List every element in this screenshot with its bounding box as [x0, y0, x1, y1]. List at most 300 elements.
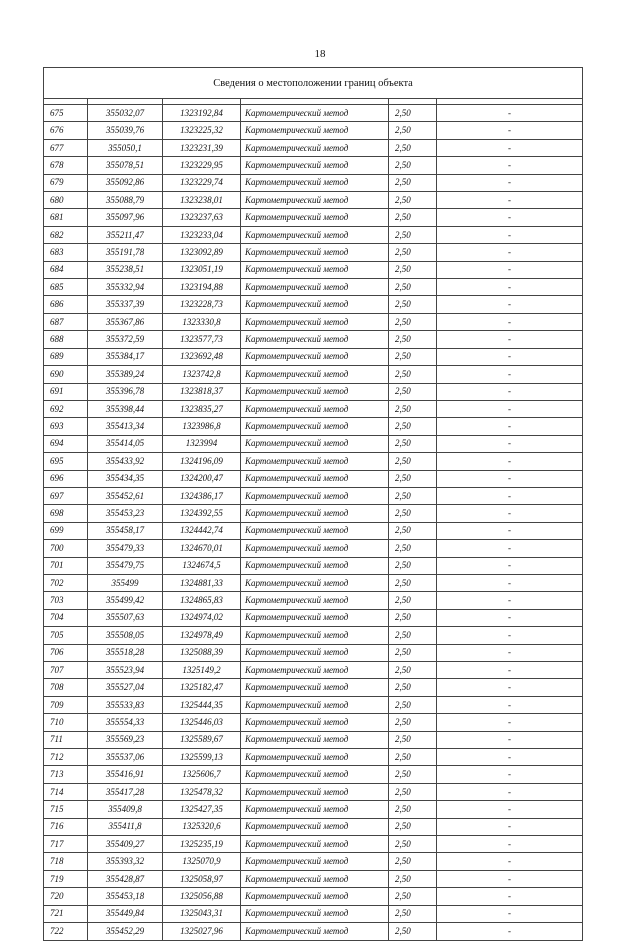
- table-row: [44, 853, 583, 870]
- point-number-cell: 703: [44, 592, 88, 609]
- x-coordinate-cell: 355039,76: [88, 122, 163, 139]
- y-coordinate-cell: 1324200,47: [163, 470, 241, 487]
- x-coordinate-cell: 355191,78: [88, 244, 163, 261]
- description-cell: -: [437, 505, 583, 522]
- y-coordinate-cell: 1323818,37: [163, 383, 241, 400]
- point-number-cell: 702: [44, 574, 88, 591]
- y-coordinate-cell: 1325235,19: [163, 836, 241, 853]
- y-coordinate-cell: 1323228,73: [163, 296, 241, 313]
- accuracy-cell: 2,50: [389, 296, 437, 313]
- x-coordinate-cell: 355508,05: [88, 627, 163, 644]
- method-cell: Картометрический метод: [241, 557, 389, 574]
- method-cell: Картометрический метод: [241, 192, 389, 209]
- y-coordinate-cell: 1323742,8: [163, 366, 241, 383]
- description-cell: -: [437, 783, 583, 800]
- y-coordinate-cell: 1325446,03: [163, 714, 241, 731]
- table-row: [44, 540, 583, 557]
- description-cell: -: [437, 192, 583, 209]
- method-cell: Картометрический метод: [241, 400, 389, 417]
- table-row: [44, 296, 583, 313]
- description-cell: -: [437, 905, 583, 922]
- x-coordinate-cell: 355238,51: [88, 261, 163, 278]
- point-number-cell: 695: [44, 453, 88, 470]
- description-cell: -: [437, 609, 583, 626]
- y-coordinate-cell: 1324865,83: [163, 592, 241, 609]
- method-cell: Картометрический метод: [241, 574, 389, 591]
- method-cell: Картометрический метод: [241, 261, 389, 278]
- accuracy-cell: 2,50: [389, 818, 437, 835]
- point-number-cell: 686: [44, 296, 88, 313]
- method-cell: Картометрический метод: [241, 540, 389, 557]
- table-row: [44, 105, 583, 122]
- description-cell: -: [437, 435, 583, 452]
- description-cell: -: [437, 244, 583, 261]
- y-coordinate-cell: 1323092,89: [163, 244, 241, 261]
- accuracy-cell: 2,50: [389, 157, 437, 174]
- table-row: [44, 487, 583, 504]
- description-cell: -: [437, 749, 583, 766]
- point-number-cell: 719: [44, 870, 88, 887]
- method-cell: Картометрический метод: [241, 313, 389, 330]
- point-number-cell: 676: [44, 122, 88, 139]
- method-cell: Картометрический метод: [241, 226, 389, 243]
- point-number-cell: 712: [44, 749, 88, 766]
- table-row: [44, 783, 583, 800]
- description-cell: -: [437, 157, 583, 174]
- description-cell: -: [437, 679, 583, 696]
- accuracy-cell: 2,50: [389, 105, 437, 122]
- accuracy-cell: 2,50: [389, 731, 437, 748]
- table-row: [44, 453, 583, 470]
- point-number-cell: 684: [44, 261, 88, 278]
- point-number-cell: 716: [44, 818, 88, 835]
- point-number-cell: 685: [44, 279, 88, 296]
- y-coordinate-cell: 1324196,09: [163, 453, 241, 470]
- x-coordinate-cell: 355479,33: [88, 540, 163, 557]
- point-number-cell: 677: [44, 139, 88, 156]
- y-coordinate-cell: 1323192,84: [163, 105, 241, 122]
- x-coordinate-cell: 355389,24: [88, 366, 163, 383]
- table-row: [44, 244, 583, 261]
- accuracy-cell: 2,50: [389, 540, 437, 557]
- y-coordinate-cell: 1325058,97: [163, 870, 241, 887]
- y-coordinate-cell: 1324974,02: [163, 609, 241, 626]
- method-cell: Картометрический метод: [241, 366, 389, 383]
- x-coordinate-cell: 355078,51: [88, 157, 163, 174]
- point-number-cell: 697: [44, 487, 88, 504]
- accuracy-cell: 2,50: [389, 226, 437, 243]
- x-coordinate-cell: 355458,17: [88, 522, 163, 539]
- accuracy-cell: 2,50: [389, 331, 437, 348]
- x-coordinate-cell: 355499: [88, 574, 163, 591]
- accuracy-cell: 2,50: [389, 192, 437, 209]
- table-row: [44, 557, 583, 574]
- table-row: [44, 174, 583, 191]
- accuracy-cell: 2,50: [389, 139, 437, 156]
- y-coordinate-cell: 1323194,88: [163, 279, 241, 296]
- accuracy-cell: 2,50: [389, 609, 437, 626]
- accuracy-cell: 2,50: [389, 627, 437, 644]
- table-row: [44, 749, 583, 766]
- method-cell: Картометрический метод: [241, 749, 389, 766]
- method-cell: Картометрический метод: [241, 435, 389, 452]
- accuracy-cell: 2,50: [389, 174, 437, 191]
- y-coordinate-cell: 1324386,17: [163, 487, 241, 504]
- point-number-cell: 721: [44, 905, 88, 922]
- x-coordinate-cell: 355416,91: [88, 766, 163, 783]
- accuracy-cell: 2,50: [389, 348, 437, 365]
- table-title: Сведения о местоположении границ объекта: [44, 68, 583, 99]
- description-cell: -: [437, 644, 583, 661]
- y-coordinate-cell: 1324670,01: [163, 540, 241, 557]
- method-cell: Картометрический метод: [241, 157, 389, 174]
- y-coordinate-cell: 1324442,74: [163, 522, 241, 539]
- accuracy-cell: 2,50: [389, 870, 437, 887]
- method-cell: Картометрический метод: [241, 644, 389, 661]
- y-coordinate-cell: 1324881,33: [163, 574, 241, 591]
- x-coordinate-cell: 355452,61: [88, 487, 163, 504]
- description-cell: -: [437, 139, 583, 156]
- y-coordinate-cell: 1325427,35: [163, 801, 241, 818]
- x-coordinate-cell: 355396,78: [88, 383, 163, 400]
- method-cell: Картометрический метод: [241, 383, 389, 400]
- description-cell: -: [437, 557, 583, 574]
- point-number-cell: 682: [44, 226, 88, 243]
- description-cell: -: [437, 487, 583, 504]
- method-cell: Картометрический метод: [241, 331, 389, 348]
- description-cell: -: [437, 418, 583, 435]
- point-number-cell: 707: [44, 662, 88, 679]
- point-number-cell: 675: [44, 105, 88, 122]
- table-row: [44, 192, 583, 209]
- x-coordinate-cell: 355393,32: [88, 853, 163, 870]
- method-cell: Картометрический метод: [241, 174, 389, 191]
- description-cell: -: [437, 540, 583, 557]
- description-cell: -: [437, 453, 583, 470]
- description-cell: -: [437, 209, 583, 226]
- accuracy-cell: 2,50: [389, 505, 437, 522]
- method-cell: Картометрический метод: [241, 139, 389, 156]
- accuracy-cell: 2,50: [389, 714, 437, 731]
- method-cell: Картометрический метод: [241, 470, 389, 487]
- description-cell: -: [437, 383, 583, 400]
- y-coordinate-cell: 1325149,2: [163, 662, 241, 679]
- point-number-cell: 681: [44, 209, 88, 226]
- x-coordinate-cell: 355332,94: [88, 279, 163, 296]
- accuracy-cell: 2,50: [389, 313, 437, 330]
- table-row: [44, 279, 583, 296]
- boundary-coordinates-table: [43, 67, 583, 941]
- point-number-cell: 704: [44, 609, 88, 626]
- y-coordinate-cell: 1325444,35: [163, 696, 241, 713]
- point-number-cell: 680: [44, 192, 88, 209]
- point-number-cell: 687: [44, 313, 88, 330]
- method-cell: Картометрический метод: [241, 766, 389, 783]
- table-row: [44, 644, 583, 661]
- point-number-cell: 705: [44, 627, 88, 644]
- method-cell: Картометрический метод: [241, 418, 389, 435]
- method-cell: Картометрический метод: [241, 522, 389, 539]
- accuracy-cell: 2,50: [389, 522, 437, 539]
- method-cell: Картометрический метод: [241, 679, 389, 696]
- method-cell: Картометрический метод: [241, 279, 389, 296]
- point-number-cell: 708: [44, 679, 88, 696]
- x-coordinate-cell: 355453,23: [88, 505, 163, 522]
- table-row: [44, 209, 583, 226]
- method-cell: Картометрический метод: [241, 870, 389, 887]
- accuracy-cell: 2,50: [389, 905, 437, 922]
- description-cell: -: [437, 574, 583, 591]
- table-row: [44, 627, 583, 644]
- accuracy-cell: 2,50: [389, 383, 437, 400]
- description-cell: -: [437, 870, 583, 887]
- description-cell: -: [437, 105, 583, 122]
- x-coordinate-cell: 355428,87: [88, 870, 163, 887]
- method-cell: Картометрический метод: [241, 923, 389, 940]
- y-coordinate-cell: 1325599,13: [163, 749, 241, 766]
- description-cell: -: [437, 923, 583, 940]
- point-number-cell: 714: [44, 783, 88, 800]
- x-coordinate-cell: 355088,79: [88, 192, 163, 209]
- accuracy-cell: 2,50: [389, 644, 437, 661]
- table-row: [44, 679, 583, 696]
- table-body: [44, 105, 583, 941]
- table-row: [44, 818, 583, 835]
- description-cell: -: [437, 331, 583, 348]
- y-coordinate-cell: 1325088,39: [163, 644, 241, 661]
- x-coordinate-cell: 355554,33: [88, 714, 163, 731]
- x-coordinate-cell: 355384,17: [88, 348, 163, 365]
- table-row: [44, 418, 583, 435]
- y-coordinate-cell: 1323237,63: [163, 209, 241, 226]
- x-coordinate-cell: 355453,18: [88, 888, 163, 905]
- y-coordinate-cell: 1323835,27: [163, 400, 241, 417]
- accuracy-cell: 2,50: [389, 749, 437, 766]
- method-cell: Картометрический метод: [241, 783, 389, 800]
- y-coordinate-cell: 1323986,8: [163, 418, 241, 435]
- table-row: [44, 731, 583, 748]
- accuracy-cell: 2,50: [389, 366, 437, 383]
- y-coordinate-cell: 1325027,96: [163, 923, 241, 940]
- point-number-cell: 710: [44, 714, 88, 731]
- y-coordinate-cell: 1323231,39: [163, 139, 241, 156]
- point-number-cell: 694: [44, 435, 88, 452]
- y-coordinate-cell: 1325320,6: [163, 818, 241, 835]
- description-cell: -: [437, 226, 583, 243]
- method-cell: Картометрический метод: [241, 853, 389, 870]
- y-coordinate-cell: 1324392,55: [163, 505, 241, 522]
- table-row: [44, 313, 583, 330]
- x-coordinate-cell: 355050,1: [88, 139, 163, 156]
- point-number-cell: 713: [44, 766, 88, 783]
- accuracy-cell: 2,50: [389, 122, 437, 139]
- x-coordinate-cell: 355398,44: [88, 400, 163, 417]
- description-cell: -: [437, 122, 583, 139]
- accuracy-cell: 2,50: [389, 592, 437, 609]
- x-coordinate-cell: 355569,23: [88, 731, 163, 748]
- table-row: [44, 696, 583, 713]
- x-coordinate-cell: 355479,75: [88, 557, 163, 574]
- x-coordinate-cell: 355433,92: [88, 453, 163, 470]
- accuracy-cell: 2,50: [389, 783, 437, 800]
- x-coordinate-cell: 355417,28: [88, 783, 163, 800]
- y-coordinate-cell: 1323994: [163, 435, 241, 452]
- method-cell: Картометрический метод: [241, 105, 389, 122]
- x-coordinate-cell: 355434,35: [88, 470, 163, 487]
- x-coordinate-cell: 355523,94: [88, 662, 163, 679]
- y-coordinate-cell: 1323692,48: [163, 348, 241, 365]
- method-cell: Картометрический метод: [241, 905, 389, 922]
- y-coordinate-cell: 1325606,7: [163, 766, 241, 783]
- table-row: [44, 714, 583, 731]
- method-cell: Картометрический метод: [241, 453, 389, 470]
- point-number-cell: 718: [44, 853, 88, 870]
- x-coordinate-cell: 355518,28: [88, 644, 163, 661]
- y-coordinate-cell: 1323229,74: [163, 174, 241, 191]
- method-cell: Картометрический метод: [241, 801, 389, 818]
- accuracy-cell: 2,50: [389, 418, 437, 435]
- x-coordinate-cell: 355414,05: [88, 435, 163, 452]
- accuracy-cell: 2,50: [389, 923, 437, 940]
- y-coordinate-cell: 1325478,32: [163, 783, 241, 800]
- accuracy-cell: 2,50: [389, 557, 437, 574]
- accuracy-cell: 2,50: [389, 696, 437, 713]
- point-number-cell: 683: [44, 244, 88, 261]
- x-coordinate-cell: 355449,84: [88, 905, 163, 922]
- table-row: [44, 348, 583, 365]
- point-number-cell: 692: [44, 400, 88, 417]
- method-cell: Картометрический метод: [241, 592, 389, 609]
- table-row: [44, 470, 583, 487]
- y-coordinate-cell: 1324978,49: [163, 627, 241, 644]
- x-coordinate-cell: 355411,8: [88, 818, 163, 835]
- method-cell: Картометрический метод: [241, 696, 389, 713]
- x-coordinate-cell: 355537,06: [88, 749, 163, 766]
- table-row: [44, 157, 583, 174]
- method-cell: Картометрический метод: [241, 731, 389, 748]
- description-cell: -: [437, 836, 583, 853]
- x-coordinate-cell: 355409,8: [88, 801, 163, 818]
- point-number-cell: 699: [44, 522, 88, 539]
- method-cell: Картометрический метод: [241, 122, 389, 139]
- table-row: [44, 261, 583, 278]
- x-coordinate-cell: 355507,63: [88, 609, 163, 626]
- method-cell: Картометрический метод: [241, 505, 389, 522]
- description-cell: -: [437, 818, 583, 835]
- table-row: [44, 870, 583, 887]
- y-coordinate-cell: 1325182,47: [163, 679, 241, 696]
- accuracy-cell: 2,50: [389, 888, 437, 905]
- x-coordinate-cell: 355533,83: [88, 696, 163, 713]
- accuracy-cell: 2,50: [389, 400, 437, 417]
- method-cell: Картометрический метод: [241, 209, 389, 226]
- description-cell: -: [437, 470, 583, 487]
- table-row: [44, 609, 583, 626]
- table-row: [44, 366, 583, 383]
- description-cell: -: [437, 348, 583, 365]
- description-cell: -: [437, 853, 583, 870]
- description-cell: -: [437, 731, 583, 748]
- table-row: [44, 592, 583, 609]
- y-coordinate-cell: 1323233,04: [163, 226, 241, 243]
- table-row: [44, 905, 583, 922]
- method-cell: Картометрический метод: [241, 818, 389, 835]
- point-number-cell: 706: [44, 644, 88, 661]
- description-cell: -: [437, 279, 583, 296]
- point-number-cell: 690: [44, 366, 88, 383]
- y-coordinate-cell: 1325589,67: [163, 731, 241, 748]
- point-number-cell: 720: [44, 888, 88, 905]
- y-coordinate-cell: 1323225,32: [163, 122, 241, 139]
- accuracy-cell: 2,50: [389, 836, 437, 853]
- accuracy-cell: 2,50: [389, 662, 437, 679]
- point-number-cell: 698: [44, 505, 88, 522]
- table-row: [44, 574, 583, 591]
- description-cell: -: [437, 801, 583, 818]
- description-cell: -: [437, 366, 583, 383]
- x-coordinate-cell: 355372,59: [88, 331, 163, 348]
- point-number-cell: 722: [44, 923, 88, 940]
- point-number-cell: 717: [44, 836, 88, 853]
- description-cell: -: [437, 592, 583, 609]
- x-coordinate-cell: 355211,47: [88, 226, 163, 243]
- accuracy-cell: 2,50: [389, 453, 437, 470]
- table-row: [44, 836, 583, 853]
- point-number-cell: 689: [44, 348, 88, 365]
- description-cell: -: [437, 522, 583, 539]
- method-cell: Картометрический метод: [241, 296, 389, 313]
- x-coordinate-cell: 355452,29: [88, 923, 163, 940]
- point-number-cell: 693: [44, 418, 88, 435]
- method-cell: Картометрический метод: [241, 627, 389, 644]
- description-cell: -: [437, 296, 583, 313]
- point-number-cell: 688: [44, 331, 88, 348]
- table-row: [44, 766, 583, 783]
- x-coordinate-cell: 355499,42: [88, 592, 163, 609]
- table-row: [44, 888, 583, 905]
- accuracy-cell: 2,50: [389, 766, 437, 783]
- point-number-cell: 696: [44, 470, 88, 487]
- y-coordinate-cell: 1325043,31: [163, 905, 241, 922]
- boundary-table-container: [43, 67, 582, 941]
- accuracy-cell: 2,50: [389, 470, 437, 487]
- method-cell: Картометрический метод: [241, 487, 389, 504]
- table-row: [44, 662, 583, 679]
- description-cell: -: [437, 261, 583, 278]
- y-coordinate-cell: 1323051,19: [163, 261, 241, 278]
- x-coordinate-cell: 355097,96: [88, 209, 163, 226]
- method-cell: Картометрический метод: [241, 348, 389, 365]
- table-row: [44, 522, 583, 539]
- accuracy-cell: 2,50: [389, 261, 437, 278]
- table-row: [44, 923, 583, 940]
- table-row: [44, 331, 583, 348]
- x-coordinate-cell: 355337,39: [88, 296, 163, 313]
- accuracy-cell: 2,50: [389, 853, 437, 870]
- description-cell: -: [437, 662, 583, 679]
- accuracy-cell: 2,50: [389, 279, 437, 296]
- description-cell: -: [437, 313, 583, 330]
- method-cell: Картометрический метод: [241, 714, 389, 731]
- method-cell: Картометрический метод: [241, 662, 389, 679]
- x-coordinate-cell: 355092,86: [88, 174, 163, 191]
- description-cell: -: [437, 766, 583, 783]
- y-coordinate-cell: 1324674,5: [163, 557, 241, 574]
- description-cell: -: [437, 400, 583, 417]
- description-cell: -: [437, 174, 583, 191]
- point-number-cell: 711: [44, 731, 88, 748]
- x-coordinate-cell: 355367,86: [88, 313, 163, 330]
